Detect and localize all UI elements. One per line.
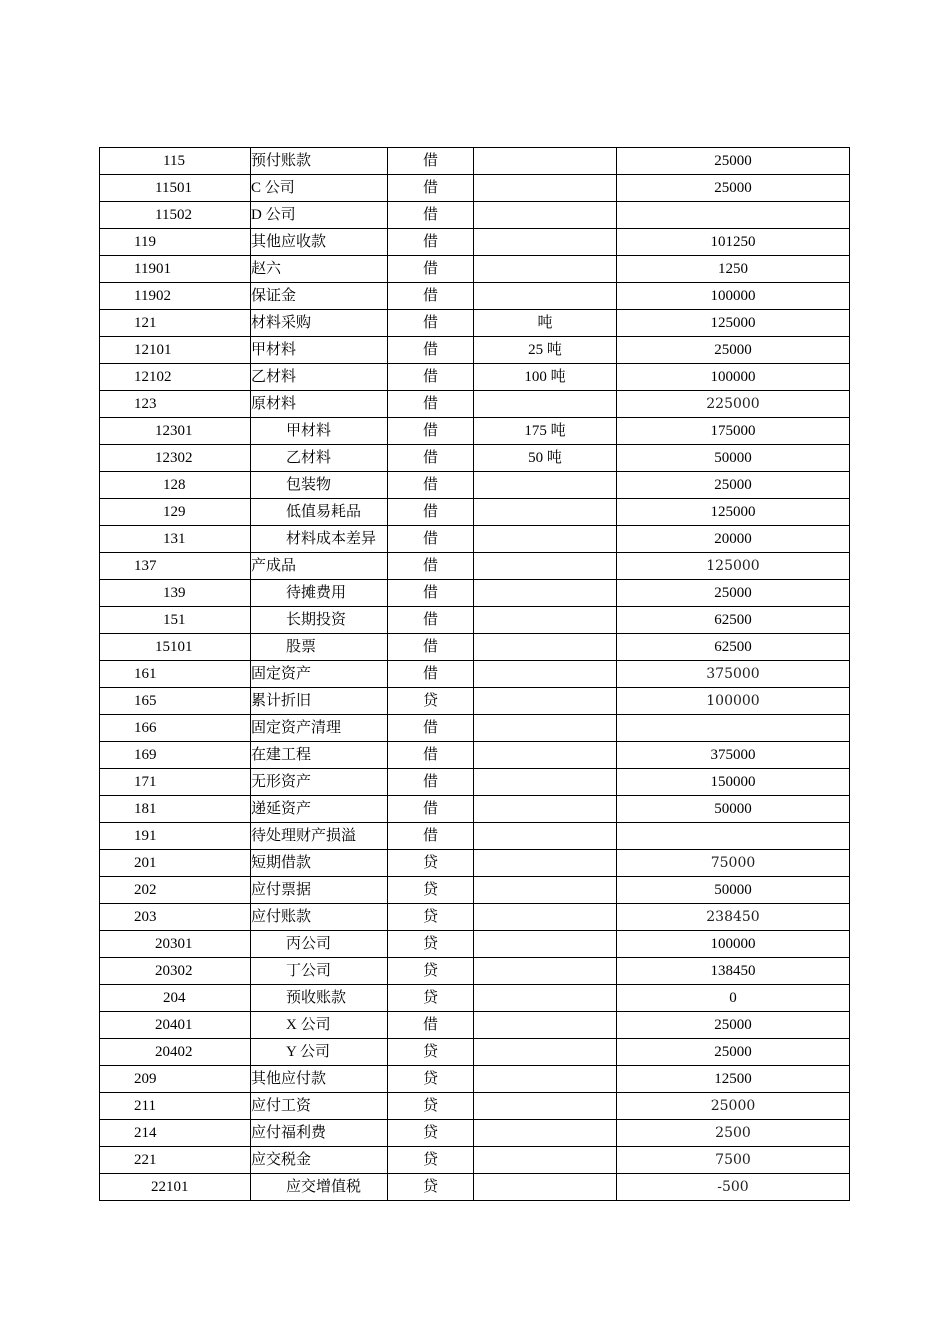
balance-direction-cell: 借: [388, 283, 474, 310]
balance-direction-cell: 贷: [388, 985, 474, 1012]
balance-amount-cell: [617, 715, 850, 742]
account-code-cell: 20301: [100, 931, 251, 958]
balance-direction-cell: 借: [388, 148, 474, 175]
account-name-cell: 甲材料: [251, 418, 388, 445]
account-code-cell: 129: [100, 499, 251, 526]
balance-amount-cell: 375000: [617, 742, 850, 769]
balance-amount-cell: 100000: [617, 283, 850, 310]
quantity-cell: [474, 985, 617, 1012]
account-code-cell: 214: [100, 1120, 251, 1147]
balance-direction-cell: 借: [388, 526, 474, 553]
balance-direction-cell: 贷: [388, 1147, 474, 1174]
balance-amount-cell: 25000: [617, 1039, 850, 1066]
table-row: [100, 715, 850, 742]
quantity-cell: [474, 715, 617, 742]
account-code-cell: 22101: [100, 1174, 251, 1201]
account-name-cell: 应交增值税: [251, 1174, 388, 1201]
quantity-cell: [474, 499, 617, 526]
account-code-cell: 165: [100, 688, 251, 715]
table-row: [100, 1066, 850, 1093]
balance-direction-cell: 借: [388, 175, 474, 202]
account-code-cell: 119: [100, 229, 251, 256]
balance-amount-cell: 238450: [617, 904, 850, 931]
account-name-cell: 乙材料: [251, 445, 388, 472]
table-row: [100, 499, 850, 526]
balance-direction-cell: 借: [388, 202, 474, 229]
table-row: [100, 1093, 850, 1120]
balance-amount-cell: -500: [617, 1174, 850, 1201]
table-row: [100, 445, 850, 472]
table-row: [100, 688, 850, 715]
account-code-cell: 209: [100, 1066, 251, 1093]
balance-direction-cell: 借: [388, 256, 474, 283]
balance-direction-cell: 借: [388, 1012, 474, 1039]
table-row: [100, 310, 850, 337]
table-row: [100, 526, 850, 553]
account-name-cell: 保证金: [251, 283, 388, 310]
balance-amount-cell: 150000: [617, 769, 850, 796]
account-name-cell: 预收账款: [251, 985, 388, 1012]
table-row: [100, 553, 850, 580]
table-row: [100, 1147, 850, 1174]
balance-direction-cell: 借: [388, 661, 474, 688]
quantity-cell: [474, 958, 617, 985]
account-name-cell: 待摊费用: [251, 580, 388, 607]
account-name-cell: 预付账款: [251, 148, 388, 175]
quantity-cell: [474, 229, 617, 256]
balance-amount-cell: 101250: [617, 229, 850, 256]
account-name-cell: 原材料: [251, 391, 388, 418]
quantity-cell: 25 吨: [474, 337, 617, 364]
quantity-cell: [474, 850, 617, 877]
balance-amount-cell: 25000: [617, 472, 850, 499]
account-code-cell: 20401: [100, 1012, 251, 1039]
account-name-cell: X 公司: [251, 1012, 388, 1039]
table-row: [100, 580, 850, 607]
balance-amount-cell: 138450: [617, 958, 850, 985]
quantity-cell: [474, 1120, 617, 1147]
account-name-cell: C 公司: [251, 175, 388, 202]
balance-direction-cell: 借: [388, 418, 474, 445]
table-row: [100, 958, 850, 985]
table-row: [100, 607, 850, 634]
quantity-cell: [474, 175, 617, 202]
account-name-cell: 在建工程: [251, 742, 388, 769]
quantity-cell: [474, 391, 617, 418]
balance-amount-cell: 100000: [617, 688, 850, 715]
quantity-cell: [474, 553, 617, 580]
account-balance-table: [99, 147, 850, 1201]
account-code-cell: 20402: [100, 1039, 251, 1066]
balance-amount-cell: 375000: [617, 661, 850, 688]
account-code-cell: 115: [100, 148, 251, 175]
account-code-cell: 203: [100, 904, 251, 931]
balance-amount-cell: 2500: [617, 1120, 850, 1147]
quantity-cell: [474, 904, 617, 931]
balance-amount-cell: 0: [617, 985, 850, 1012]
balance-amount-cell: 62500: [617, 634, 850, 661]
account-code-cell: 161: [100, 661, 251, 688]
balance-direction-cell: 借: [388, 391, 474, 418]
account-code-cell: 12301: [100, 418, 251, 445]
quantity-cell: [474, 283, 617, 310]
account-name-cell: 无形资产: [251, 769, 388, 796]
balance-amount-cell: 25000: [617, 175, 850, 202]
balance-direction-cell: 借: [388, 499, 474, 526]
balance-direction-cell: 借: [388, 472, 474, 499]
account-code-cell: 139: [100, 580, 251, 607]
account-code-cell: 12302: [100, 445, 251, 472]
quantity-cell: [474, 607, 617, 634]
table-row: [100, 364, 850, 391]
balance-amount-cell: 12500: [617, 1066, 850, 1093]
account-code-cell: 191: [100, 823, 251, 850]
account-name-cell: 固定资产: [251, 661, 388, 688]
table-row: [100, 175, 850, 202]
account-name-cell: 乙材料: [251, 364, 388, 391]
account-name-cell: 其他应收款: [251, 229, 388, 256]
table-row: [100, 148, 850, 175]
quantity-cell: 吨: [474, 310, 617, 337]
balance-direction-cell: 贷: [388, 958, 474, 985]
account-code-cell: 12101: [100, 337, 251, 364]
table-row: [100, 229, 850, 256]
quantity-cell: [474, 823, 617, 850]
balance-amount-cell: 100000: [617, 931, 850, 958]
balance-direction-cell: 贷: [388, 1066, 474, 1093]
account-name-cell: Y 公司: [251, 1039, 388, 1066]
quantity-cell: 100 吨: [474, 364, 617, 391]
balance-amount-cell: 50000: [617, 445, 850, 472]
balance-amount-cell: 125000: [617, 499, 850, 526]
account-name-cell: 应付工资: [251, 1093, 388, 1120]
balance-amount-cell: [617, 823, 850, 850]
account-name-cell: 产成品: [251, 553, 388, 580]
account-code-cell: 169: [100, 742, 251, 769]
account-name-cell: 递延资产: [251, 796, 388, 823]
account-code-cell: 11502: [100, 202, 251, 229]
balance-direction-cell: 借: [388, 607, 474, 634]
table-row: [100, 877, 850, 904]
account-name-cell: 应交税金: [251, 1147, 388, 1174]
account-code-cell: 181: [100, 796, 251, 823]
account-name-cell: 赵六: [251, 256, 388, 283]
account-name-cell: 累计折旧: [251, 688, 388, 715]
table-row: [100, 796, 850, 823]
balance-direction-cell: 借: [388, 445, 474, 472]
quantity-cell: [474, 580, 617, 607]
quantity-cell: [474, 1147, 617, 1174]
quantity-cell: [474, 742, 617, 769]
balance-direction-cell: 借: [388, 796, 474, 823]
quantity-cell: [474, 688, 617, 715]
table-row: [100, 742, 850, 769]
quantity-cell: [474, 796, 617, 823]
table-row: [100, 1174, 850, 1201]
balance-amount-cell: 20000: [617, 526, 850, 553]
table-row: [100, 1012, 850, 1039]
account-name-cell: 应付福利费: [251, 1120, 388, 1147]
balance-direction-cell: 借: [388, 715, 474, 742]
quantity-cell: [474, 1174, 617, 1201]
quantity-cell: [474, 1039, 617, 1066]
table-row: [100, 337, 850, 364]
balance-amount-cell: 175000: [617, 418, 850, 445]
account-code-cell: 151: [100, 607, 251, 634]
account-name-cell: 其他应付款: [251, 1066, 388, 1093]
account-name-cell: 股票: [251, 634, 388, 661]
table-row: [100, 823, 850, 850]
quantity-cell: [474, 634, 617, 661]
account-code-cell: 11501: [100, 175, 251, 202]
balance-amount-cell: 125000: [617, 553, 850, 580]
account-name-cell: 材料采购: [251, 310, 388, 337]
balance-direction-cell: 贷: [388, 877, 474, 904]
balance-direction-cell: 借: [388, 229, 474, 256]
account-code-cell: 204: [100, 985, 251, 1012]
account-code-cell: 221: [100, 1147, 251, 1174]
quantity-cell: [474, 148, 617, 175]
balance-direction-cell: 借: [388, 310, 474, 337]
account-code-cell: 166: [100, 715, 251, 742]
account-code-cell: 123: [100, 391, 251, 418]
balance-direction-cell: 借: [388, 337, 474, 364]
table-row: [100, 1120, 850, 1147]
balance-amount-cell: 225000: [617, 391, 850, 418]
balance-direction-cell: 借: [388, 769, 474, 796]
account-code-cell: 121: [100, 310, 251, 337]
account-code-cell: 131: [100, 526, 251, 553]
balance-direction-cell: 贷: [388, 931, 474, 958]
balance-amount-cell: 7500: [617, 1147, 850, 1174]
account-name-cell: 丙公司: [251, 931, 388, 958]
table-row: [100, 256, 850, 283]
account-name-cell: 低值易耗品: [251, 499, 388, 526]
balance-amount-cell: 50000: [617, 796, 850, 823]
balance-amount-cell: 100000: [617, 364, 850, 391]
account-name-cell: 长期投资: [251, 607, 388, 634]
balance-amount-cell: [617, 202, 850, 229]
balance-direction-cell: 贷: [388, 1174, 474, 1201]
account-code-cell: 15101: [100, 634, 251, 661]
account-code-cell: 128: [100, 472, 251, 499]
balance-amount-cell: 25000: [617, 148, 850, 175]
table-row: [100, 904, 850, 931]
table-row: [100, 418, 850, 445]
account-name-cell: 丁公司: [251, 958, 388, 985]
account-code-cell: 12102: [100, 364, 251, 391]
quantity-cell: [474, 526, 617, 553]
table-row: [100, 472, 850, 499]
account-code-cell: 20302: [100, 958, 251, 985]
balance-direction-cell: 借: [388, 634, 474, 661]
quantity-cell: [474, 472, 617, 499]
balance-direction-cell: 贷: [388, 1093, 474, 1120]
table-row: [100, 985, 850, 1012]
balance-direction-cell: 借: [388, 364, 474, 391]
account-code-cell: 202: [100, 877, 251, 904]
account-code-cell: 11902: [100, 283, 251, 310]
table-row: [100, 634, 850, 661]
balance-amount-cell: 75000: [617, 850, 850, 877]
balance-direction-cell: 贷: [388, 688, 474, 715]
quantity-cell: [474, 256, 617, 283]
table-row: [100, 931, 850, 958]
table-row: [100, 850, 850, 877]
quantity-cell: [474, 1093, 617, 1120]
balance-amount-cell: 25000: [617, 580, 850, 607]
table-row: [100, 202, 850, 229]
quantity-cell: 175 吨: [474, 418, 617, 445]
quantity-cell: [474, 769, 617, 796]
balance-amount-cell: 62500: [617, 607, 850, 634]
balance-amount-cell: 125000: [617, 310, 850, 337]
balance-direction-cell: 借: [388, 580, 474, 607]
balance-amount-cell: 1250: [617, 256, 850, 283]
balance-amount-cell: 25000: [617, 337, 850, 364]
balance-direction-cell: 贷: [388, 904, 474, 931]
quantity-cell: [474, 1012, 617, 1039]
account-name-cell: 应付票据: [251, 877, 388, 904]
account-name-cell: 待处理财产损溢: [251, 823, 388, 850]
table-row: [100, 1039, 850, 1066]
account-code-cell: 11901: [100, 256, 251, 283]
balance-direction-cell: 贷: [388, 1120, 474, 1147]
balance-direction-cell: 贷: [388, 850, 474, 877]
quantity-cell: [474, 931, 617, 958]
account-code-cell: 211: [100, 1093, 251, 1120]
table-row: [100, 661, 850, 688]
balance-amount-cell: 25000: [617, 1093, 850, 1120]
account-balance-table-body: [100, 148, 850, 1201]
balance-direction-cell: 借: [388, 553, 474, 580]
balance-amount-cell: 50000: [617, 877, 850, 904]
account-name-cell: 包装物: [251, 472, 388, 499]
balance-direction-cell: 贷: [388, 1039, 474, 1066]
account-name-cell: 甲材料: [251, 337, 388, 364]
table-row: [100, 391, 850, 418]
balance-direction-cell: 借: [388, 742, 474, 769]
account-name-cell: D 公司: [251, 202, 388, 229]
account-name-cell: 材料成本差异: [251, 526, 388, 553]
table-row: [100, 769, 850, 796]
quantity-cell: [474, 877, 617, 904]
balance-amount-cell: 25000: [617, 1012, 850, 1039]
account-code-cell: 137: [100, 553, 251, 580]
account-name-cell: 短期借款: [251, 850, 388, 877]
quantity-cell: [474, 661, 617, 688]
quantity-cell: 50 吨: [474, 445, 617, 472]
table-row: [100, 283, 850, 310]
balance-direction-cell: 借: [388, 823, 474, 850]
account-code-cell: 171: [100, 769, 251, 796]
account-code-cell: 201: [100, 850, 251, 877]
account-name-cell: 应付账款: [251, 904, 388, 931]
account-name-cell: 固定资产清理: [251, 715, 388, 742]
quantity-cell: [474, 202, 617, 229]
quantity-cell: [474, 1066, 617, 1093]
